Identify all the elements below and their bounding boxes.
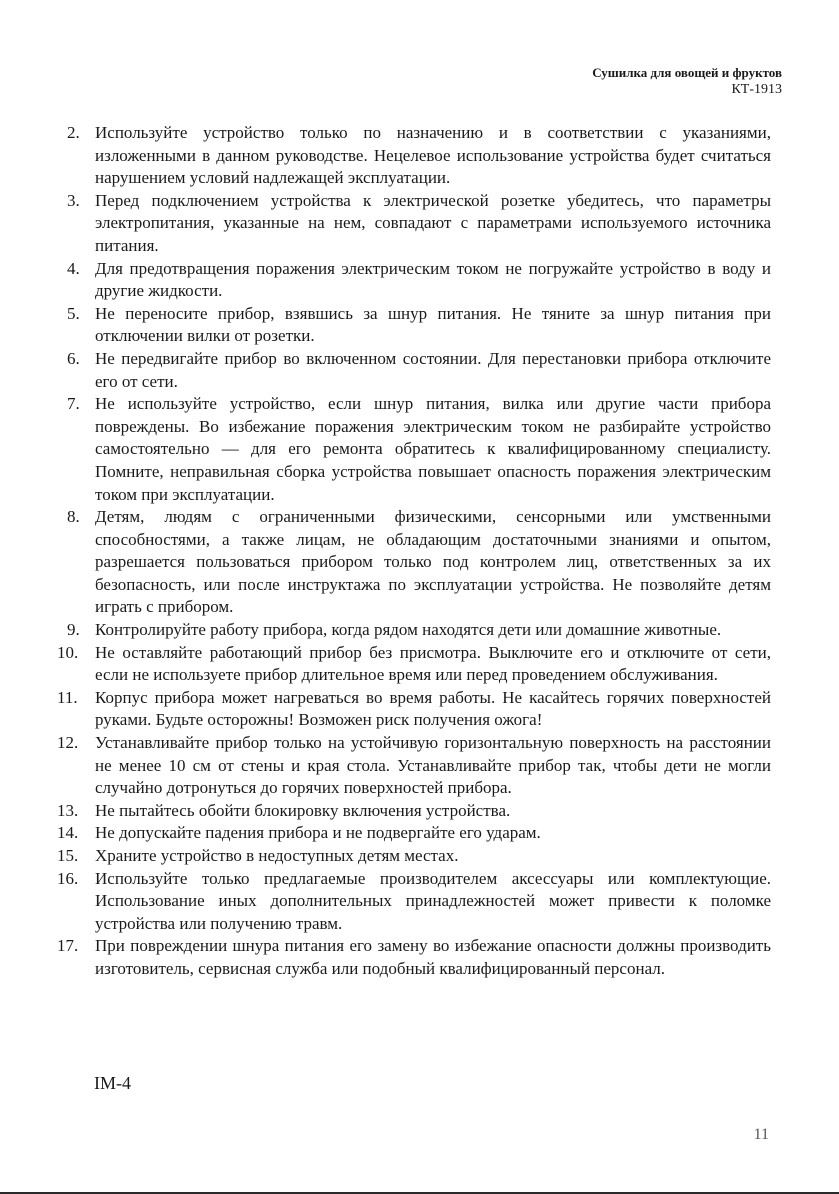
item-number: 6. [67, 348, 80, 368]
item-number: 14. [57, 823, 79, 843]
page-number: 11 [753, 1126, 769, 1143]
item-number: 7. [67, 394, 80, 414]
list-item [67, 122, 771, 190]
item-number: 9. [67, 620, 80, 640]
product-title: Сушилка для овощей и фруктов [592, 65, 782, 80]
list-item [57, 935, 771, 980]
list-item [67, 619, 771, 642]
list-item [57, 732, 771, 800]
manual-code: IM-4 [94, 1073, 131, 1093]
list-item [67, 258, 771, 303]
item-number: 15. [57, 846, 79, 865]
list-item [57, 822, 771, 845]
product-model: КТ-1913 [731, 82, 782, 97]
item-text: Используйте только предлагаемые производителем аксессуары или комплектующие. Использование иных дополнительных принадлежностей может привести к поломке устройства или получению травм. [95, 868, 771, 933]
item-number: 2. [67, 123, 80, 142]
item-number: 12. [57, 733, 79, 753]
item-text: Не пытайтесь обойти блокировку включения устройства. [95, 800, 511, 820]
item-text: Не оставляйте работающий прибор без присмотра. Выключите его и отключите от сети, если не используете прибор длительное время или перед проведением обслуживания. [95, 642, 771, 685]
list-item [57, 687, 771, 732]
item-text: Не используйте устройство, если шнур питания, вилка или другие части прибора повреждены. Во избежание поражения электрическим током не разбирайте устройство самостоятельно — для его ремонта обратитесь к квалифицированному специалисту. Помните, неправильная сборка устройства повышает опасность поражения электрическим током при эксплуатации. [95, 394, 771, 504]
item-text: Не передвигайте прибор во включенном состоянии. Для перестановки прибора отключите его от сети. [95, 348, 771, 391]
item-text: Устанавливайте прибор только на устойчивую горизонтальную поверхность на расстоянии не менее 10 см от стены и края стола. Устанавливайте прибор так, чтобы дети не могли случайно дотронуться до горячих поверхностей прибора. [95, 733, 771, 798]
item-number: 10. [57, 642, 79, 662]
list-item [67, 393, 771, 506]
item-number: 16. [57, 868, 79, 888]
safety-instructions-list [57, 122, 771, 981]
list-item [57, 800, 771, 823]
item-number: 4. [67, 258, 80, 278]
list-item [57, 845, 771, 868]
item-number: 3. [67, 190, 80, 210]
list-item [67, 190, 771, 258]
item-text: Храните устройство в недоступных детям местах. [95, 846, 459, 865]
item-number: 13. [57, 800, 79, 820]
item-text: При повреждении шнура питания его замену во избежание опасности должны производить изготовитель, сервисная служба или подобный квалифицированный персонал. [95, 936, 771, 978]
item-text: Детям, людям с ограниченными физическими, сенсорными или умственными способностями, а также лицам, не обладающим достаточными знаниями и опытом, разрешается пользоваться прибором только под контролем лиц, ответственных за их безопасность, или после инструктажа по эксплуатации устройства. Не позволяйте детям играть с прибором. [95, 507, 771, 617]
list-item [57, 642, 771, 687]
item-text: Не допускайте падения прибора и не подвергайте его ударам. [95, 823, 541, 843]
list-item [67, 506, 771, 619]
list-item [67, 303, 771, 348]
item-text: Используйте устройство только по назначению и в соответствии с указаниями, изложенными в данном руководстве. Нецелевое использование устройства будет считаться нарушением условий надлежащей эксплуатации. [95, 123, 771, 188]
item-number: 11. [57, 687, 78, 707]
item-text: Корпус прибора может нагреваться во время работы. Не касайтесь горячих поверхностей руками. Будьте осторожны! Возможен риск получения ожога! [95, 687, 771, 730]
item-text: Не переносите прибор, взявшись за шнур питания. Не тяните за шнур питания при отключении вилки от розетки. [95, 303, 771, 346]
item-number: 8. [67, 507, 80, 527]
item-number: 17. [57, 936, 79, 956]
item-text: Для предотвращения поражения электрическим током не погружайте устройство в воду и другие жидкости. [95, 258, 771, 301]
item-text: Перед подключением устройства к электрической розетке убедитесь, что параметры электропитания, указанные на нем, совпадают с параметрами используемого источника питания. [95, 190, 771, 255]
running-header [592, 64, 782, 98]
list-item [57, 868, 771, 936]
item-number: 5. [67, 303, 80, 323]
list-item [67, 348, 771, 393]
item-text: Контролируйте работу прибора, когда рядом находятся дети или домашние животные. [95, 620, 722, 640]
